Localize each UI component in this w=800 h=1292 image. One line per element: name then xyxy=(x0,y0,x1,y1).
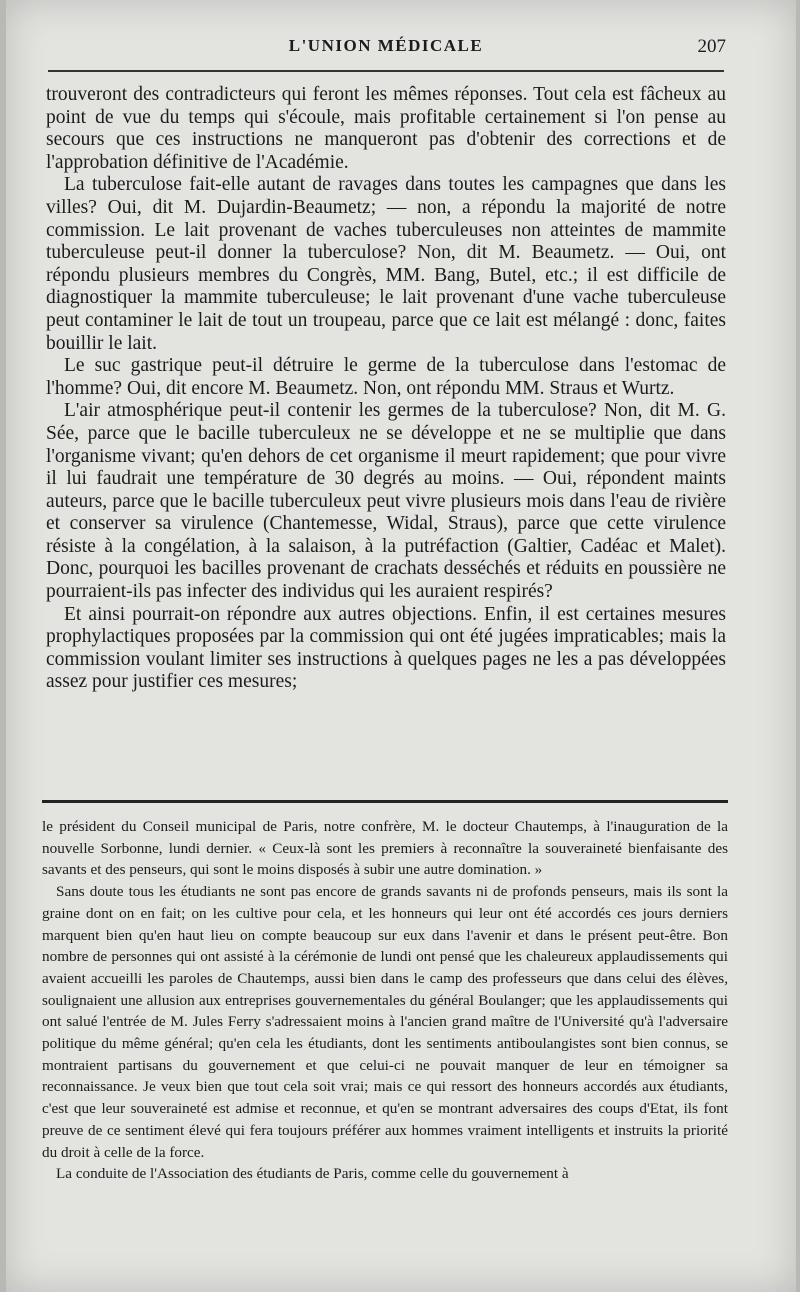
main-paragraph: Le suc gastrique peut-il détruire le germe de la tuberculose dans l'estomac de l'homme? Oui, dit encore M. Beaumetz. Non, ont répondu MM. Straus et Wurtz. xyxy=(46,355,726,399)
book-page xyxy=(6,0,796,1292)
note-paragraph: le président du Conseil municipal de Paris, notre confrère, M. le docteur Chautemps, à l'inauguration de la nouvelle Sorbonne, lundi dernier. « Ceux-là sont les premiers à reconnaître la souveraineté bienfaisante des savants et des penseurs, qui sont le moins disposés à subir une autre domination. » xyxy=(42,818,728,879)
main-text xyxy=(46,84,726,694)
note-paragraph: Sans doute tous les étudiants ne sont pas encore de grands savants ni de profonds penseurs, mais ils sont la graine dont on en fait; on les cultive pour cela, et les honneurs qui leur ont été accordés ces jours derniers marquent bien qu'en haut lieu on compte beaucoup sur eux dans l'avenir et dans le présent peut-être. Bon nombre de personnes qui ont assisté à la cérémonie de lundi ont pensé que les chaleureux applaudissements qui avaient accueilli les paroles de Chautemps, aussi bien dans le camp des professeurs que dans celui des élèves, soulignaient une allusion aux entreprises gouvernementales du général Boulanger; que les applaudissements qui ont salué l'entrée de M. Jules Ferry s'adressaient moins à l'ancien grand maître de l'Université qu'à l'adversaire politique du même général; qu'en cela les étudiants, dont les sentiments antiboulangistes sont bien connus, se montraient partisans du gouvernement et que celui-ci ne pouvait manquer de leur en témoigner sa reconnaissance. Je veux bien que tout cela soit vrai; mais ce qui ressort des honneurs accordés aux étudiants, c'est que leur souveraineté est admise et reconnue, et qu'en se montrant adversaires des coups d'Etat, ils font preuve de ce sentiment élevé qui fera toujours préférer aux hommes vraiment intelligents et instruits la priorité du droit à celle de la force. xyxy=(42,883,728,1161)
feuilleton-rule xyxy=(42,800,728,803)
main-paragraph: La tuberculose fait-elle autant de ravages dans toutes les campagnes que dans les villes? Oui, dit M. Dujardin-Beaumetz; — non, a répondu la majorité de notre commission. Le lait provenant de vaches tuberculeuses non atteintes de mammite tuberculeuse peut-il donner la tuberculose? Non, dit M. Beaumetz. — Oui, ont répondu plusieurs membres du Congrès, MM. Bang, Butel, etc.; il est difficile de diagnostiquer la mammite tuberculeuse; le lait provenant d'une vache tuberculeuse peut contaminer le lait de tout un troupeau, parce que ce lait est mélangé : donc, faites bouillir le lait. xyxy=(46,174,726,354)
note-paragraph: La conduite de l'Association des étudiants de Paris, comme celle du gouvernement à xyxy=(56,1165,569,1183)
page-header xyxy=(46,36,726,66)
main-paragraph: L'air atmosphérique peut-il contenir les germes de la tuberculose? Non, dit M. G. Sée, parce que le bacille tuberculeux ne se développe et ne se multiplie que dans l'organisme vivant; qu'en dehors de cet organisme il meurt rapidement; que pour vivre il lui faudrait une température de 30 degrés au moins. — Oui, répondent maints auteurs, parce que le bacille tuberculeux peut vivre plusieurs mois dans l'eau de rivière et conserver sa virulence (Chantemesse, Widal, Straus), parce que cette virulence résiste à la congélation, à la salaison, à la putréfaction (Galtier, Cadéac et Malet). Donc, pourquoi les bacilles provenant de crachats desséchés et réduits en poussière ne pourraient-ils pas infecter des individus qui les auraient respirés? xyxy=(46,400,726,603)
main-paragraph: Et ainsi pourrait-on répondre aux autres objections. Enfin, il est certaines mesures prophylactiques proposées par la commission qui ont été jugées impraticables; mais la commission voulant limiter ses instructions à quelques pages ne les a pas développées assez pour justifier ces mesures; xyxy=(46,603,726,693)
running-title: L'UNION MÉDICALE xyxy=(288,36,484,55)
page-number: 207 xyxy=(697,36,726,57)
header-rule xyxy=(48,70,724,72)
feuilleton-text xyxy=(42,816,728,1185)
main-paragraph: trouveront des contradicteurs qui feront les mêmes réponses. Tout cela est fâcheux au point de vue du temps qui s'écoule, mais profitable certainement si l'on pense au secours que ces instructions ne manqueront pas d'obtenir des corrections et de l'approbation définitive de l'Académie. xyxy=(46,84,726,173)
